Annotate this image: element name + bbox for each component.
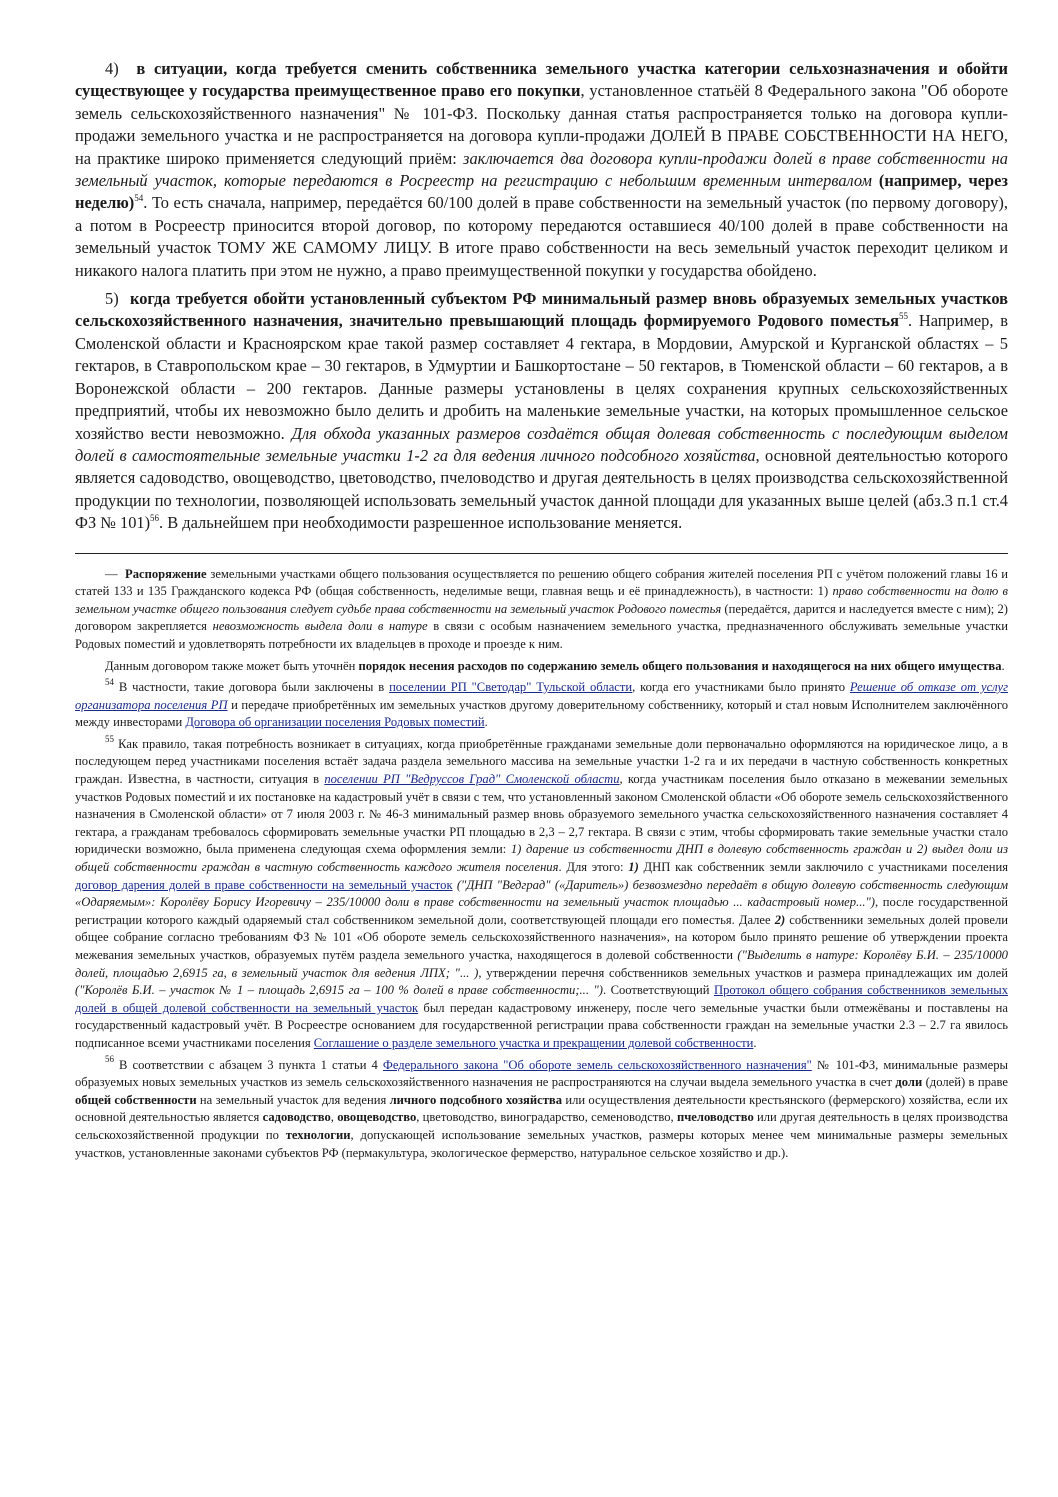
link-decision[interactable]: Решение об отказе от услуг организатора поселения РП — [75, 680, 1008, 712]
link-vedrussov-grad[interactable]: поселении РП "Ведруссов Град" Смоленской области — [324, 772, 620, 787]
footnote-number: 55 — [105, 733, 114, 744]
link-gift-contract[interactable]: договор дарения долей в праве собственности на земельный участок — [75, 877, 453, 892]
document-page — [75, 58, 1008, 1162]
link-federal-law[interactable]: Федерального закона "Об обороте земель сельскохозяйственного назначения" — [382, 1057, 812, 1072]
footnote-54: $^{54}$ В частности, такие договора были заключены в поселении РП "Светодар" Тульской области, когда его участниками было принято Решение об отказе от услуг организатора поселения РП и передаче приобретённых им земельных участков другому доверительному собственнику, который и стал новым Исполнителем заключённого между инвесторами Договора об организации поселения Родовых поместий. — [75, 676, 1008, 730]
footnote-separator — [75, 553, 1008, 554]
footnote-55: $^{55}$ Как правило, такая потребность возникает в ситуациях, когда приобретённые гражданами земельные доли первоначально оформляются на юридическое лицо, а в последующем перед участниками поселения встаёт задача раздела земельного массива на земельные участки 1-2 га и их передачи в частную собственность конкретных граждан. Известна, в частности, ситуация в поселении РП "Ведруссов Град" Смоленской области, когда участникам поселения было отказано в межевании земельных участков Родовых поместий и их постановке на кадастровый учёт в связи с тем, что установленный законом Смоленской области «Об обороте земель сельскохозяйственного назначения в Смоленской области» от 7 июля 2003 г. № 46-З минимальный размер вновь образуемого земельного участка сельскохозяйственного назначения составляет 4 гектара, а гражданам требовалось сформировать земельные участки РП площадью в 2,3 – 2,7 гектара. В связи с этим, чтобы сформировать такие земельные участки стало юридически возможно, была применена следующая схема оформления земли: 1) дарение из собственности ДНП в долевую собственность граждан и 2) выдел доли из общей собственности граждан в частную собственность каждого жителя поселения. Для этого: 1) ДНП как собственник земли заключило с участниками поселения договор дарения долей в праве собственности на земельный участок ("ДНП "Ведград" («Даритель») безвозмездно передаёт в общую долевую собственность следующим «Одаряемым»: Королёву Борису Игоревичу – 235/10000 доли в праве собственности на земельный участок площадью ... кадастровый номер..."), после государственной регистрации которого каждый одаряемый стал собственником земельной доли, соответствующей площади его поместья. Далее 2) собственники земельных долей провели общее собрание согласно требованиям ФЗ № 101 «Об обороте земель сельскохозяйственного назначения», на котором было принято решение об утверждении проекта межевания земельных участков, образуемых путём раздела земельного участка, находящегося в долевой собственности ("Выделить в натуре: Королёву Б.И. – 235/10000 долей, площадью 2,6915 га, в земельный участок для ведения ЛПХ; "... ), утверждении перечня собственников земельных участков и размера принадлежащих им долей ("Королёв Б.И. – участок № 1 – площадь 2,6915 га – 100 % долей в праве собственности;... "). Соответствующий Протокол общего собрания собственников земельных долей в общей долевой собственности на земельный участок был передан кадастровому инженеру, после чего земельные участки были отмежёваны и поставлены на государственный кадастровый учёт. В Росреестре основанием для государственной регистрации права собственности граждан на земельные участки 2.3 – 2.7 га явилось подписанное всеми участниками поселения Соглашение о разделе земельного участка и прекращении долевой собственности. — [75, 733, 1009, 1050]
italic-text: Для обхода указанных размеров создаётся общая долевая собственность с последующим выделом долей в самостоятельные земельные участки 1-2 га для ведения личного подсобного хозяйства — [75, 423, 1008, 465]
bold-text: в ситуации, когда требуется сменить собственника земельного участка категории сельхозназначения и обойти существующее у государства преимущественное право его покупки — [75, 59, 1008, 101]
link-protocol[interactable]: Протокол общего собрания собственников земельных долей в общей долевой собственности на земельный участок — [75, 983, 1008, 1015]
footnote-ref-55[interactable]: 55 — [898, 311, 908, 321]
link-agreement[interactable]: Соглашение о разделе земельного участка и прекращении долевой собственности — [313, 1035, 754, 1050]
item-number: 4) — [105, 59, 119, 78]
footnote-ref-54[interactable]: 54 — [134, 192, 144, 203]
footnote-number: 56 — [105, 1054, 114, 1065]
italic-text: заключается два договора купли-продажи долей в праве собственности на земельный участок, которые передаются в Росреестр на регистрацию с небольшим временным интервалом — [75, 148, 1008, 191]
paragraph-4: 4) в ситуации, когда требуется сменить собственника земельного участка категории сельхозназначения и обойти существующее у государства преимущественное право его покупки, установленное статьёй 8 Федерального закона "Об обороте земель сельскохозяйственного назначения" № 101-ФЗ. Поскольку данная статья распространяется только на договора купли-продажи земельного участка и не распространяется на договора купли-продажи ДОЛЕЙ В ПРАВЕ СОБСТВЕННОСТИ НА НЕГО, на практике широко применяется следующий приём: заключается два договора купли-продажи долей в праве собственности на земельный участок, которые передаются в Росреестр на регистрацию с небольшим временным интервалом (например, через неделю)$^{54}$. То есть сначала, например, передаётся 60/100 долей в праве собственности на земельный участок (по первому договору), а потом в Росреестр приносится второй договор, по которому передаются оставшиеся 40/100 долей в праве собственности на земельный участок ТОМУ ЖЕ САМОМУ ЛИЦУ. В итоге право собственности на весь земельный участок переходит целиком и никакого налога платить при этом не нужно, а право преимущественной покупки у государства обойдено. — [75, 59, 1008, 280]
footnote-number: 54 — [105, 676, 114, 687]
footnotes — [75, 566, 1008, 1163]
footnote-continuation-2: Данным договором также может быть уточнён порядок несения расходов по содержанию земель общего пользования и находящегося на них общего имущества. — [105, 658, 1005, 673]
item-number: 5) — [105, 289, 119, 309]
footnote-56: $^{56}$ В соответствии с абзацем 3 пункта 1 статьи 4 Федерального закона "Об обороте земель сельскохозяйственного назначения" № 101-ФЗ, минимальные размеры образуемых новых земельных участков из земель сельскохозяйственного назначения не распространяются на случаи выдела земельного участка в счет доли (долей) в праве общей собственности на земельный участок для ведения личного подсобного хозяйства или осуществления деятельности крестьянского (фермерского) хозяйства, если их основной деятельностью является садоводство, овощеводство, цветоводство, виноградарство, семеноводство, пчеловодство или другая деятельность в целях производства сельскохозяйственной продукции по технологии, допускающей использование земельных участков, размеры которых менее чем минимальные размеры земельных участков, установленные законами субъектов РФ (пермакультура, экологическое фермерство, натуральное сельское хозяйство и др.). — [75, 1054, 1009, 1160]
link-contract[interactable]: Договора об организации поселения Родовых поместий — [185, 715, 485, 730]
footnote-continuation: — Распоряжение земельными участками общего пользования осуществляется по решению общего собрания жителей поселения РП с учётом положений главы 16 и статей 133 и 135 Гражданского кодекса РФ (общая собственность, неделимые вещи, главная вещь и её принадлежность), в частности: 1) право собственности на долю в земельном участке общего пользования следует судьбе права собственности на земельный участок Родового поместья (передаётся, дарится и наследуется вместе с ним); 2) договором закрепляется невозможность выдела доли в натуре в связи с особым назначением земельного участка, предназначенного обслуживать земельные участки Родовых поместий и удовлетворять потребности их владельцев в проходе и проезде к ним. — [75, 566, 1009, 651]
link-svetodar[interactable]: поселении РП "Светодар" Тульской области — [389, 680, 633, 695]
main-text — [75, 58, 1008, 535]
bold-text: когда требуется обойти установленный субъектом РФ минимальный размер вновь образуемых земельных участков сельскохозяйственного назначения, значительно превышающий площадь формируемого Родового поместья — [75, 289, 1008, 331]
paragraph-5: 5) когда требуется обойти установленный субъектом РФ минимальный размер вновь образуемых земельных участков сельскохозяйственного назначения, значительно превышающий площадь формируемого Родового поместья$^{55}$. Например, в Смоленской области и Красноярском крае такой размер составляет 4 гектара, в Мордовии, Амурской и Курганской областях – 5 гектаров, в Ставропольском крае – 30 гектаров, в Удмуртии и Башкортостане – 50 гектаров, в Тюменской области – 60 гектаров, а в Воронежской области – 200 гектаров. Данные размеры установлены в целях сохранения крупных сельскохозяйственных предприятий, чтобы их невозможно было делить и дробить на маленькие земельные участки, на которых промышленное сельское хозяйство вести невозможно. Для обхода указанных размеров создаётся общая долевая собственность с последующим выделом долей в самостоятельные земельные участки 1-2 га для ведения личного подсобного хозяйства, основной деятельностью которого является садоводство, овощеводство, цветоводство, пчеловодство и другая деятельность в целях производства сельскохозяйственной продукции по технологии, позволяющей использовать земельный участок данной площади для указанных выше целей (абз.3 п.1 ст.4 ФЗ № 101)$^{56}$. В дальнейшем при необходимости разрешенное использование меняется. — [75, 289, 1008, 533]
footnote-ref-56[interactable]: 56 — [150, 512, 160, 523]
